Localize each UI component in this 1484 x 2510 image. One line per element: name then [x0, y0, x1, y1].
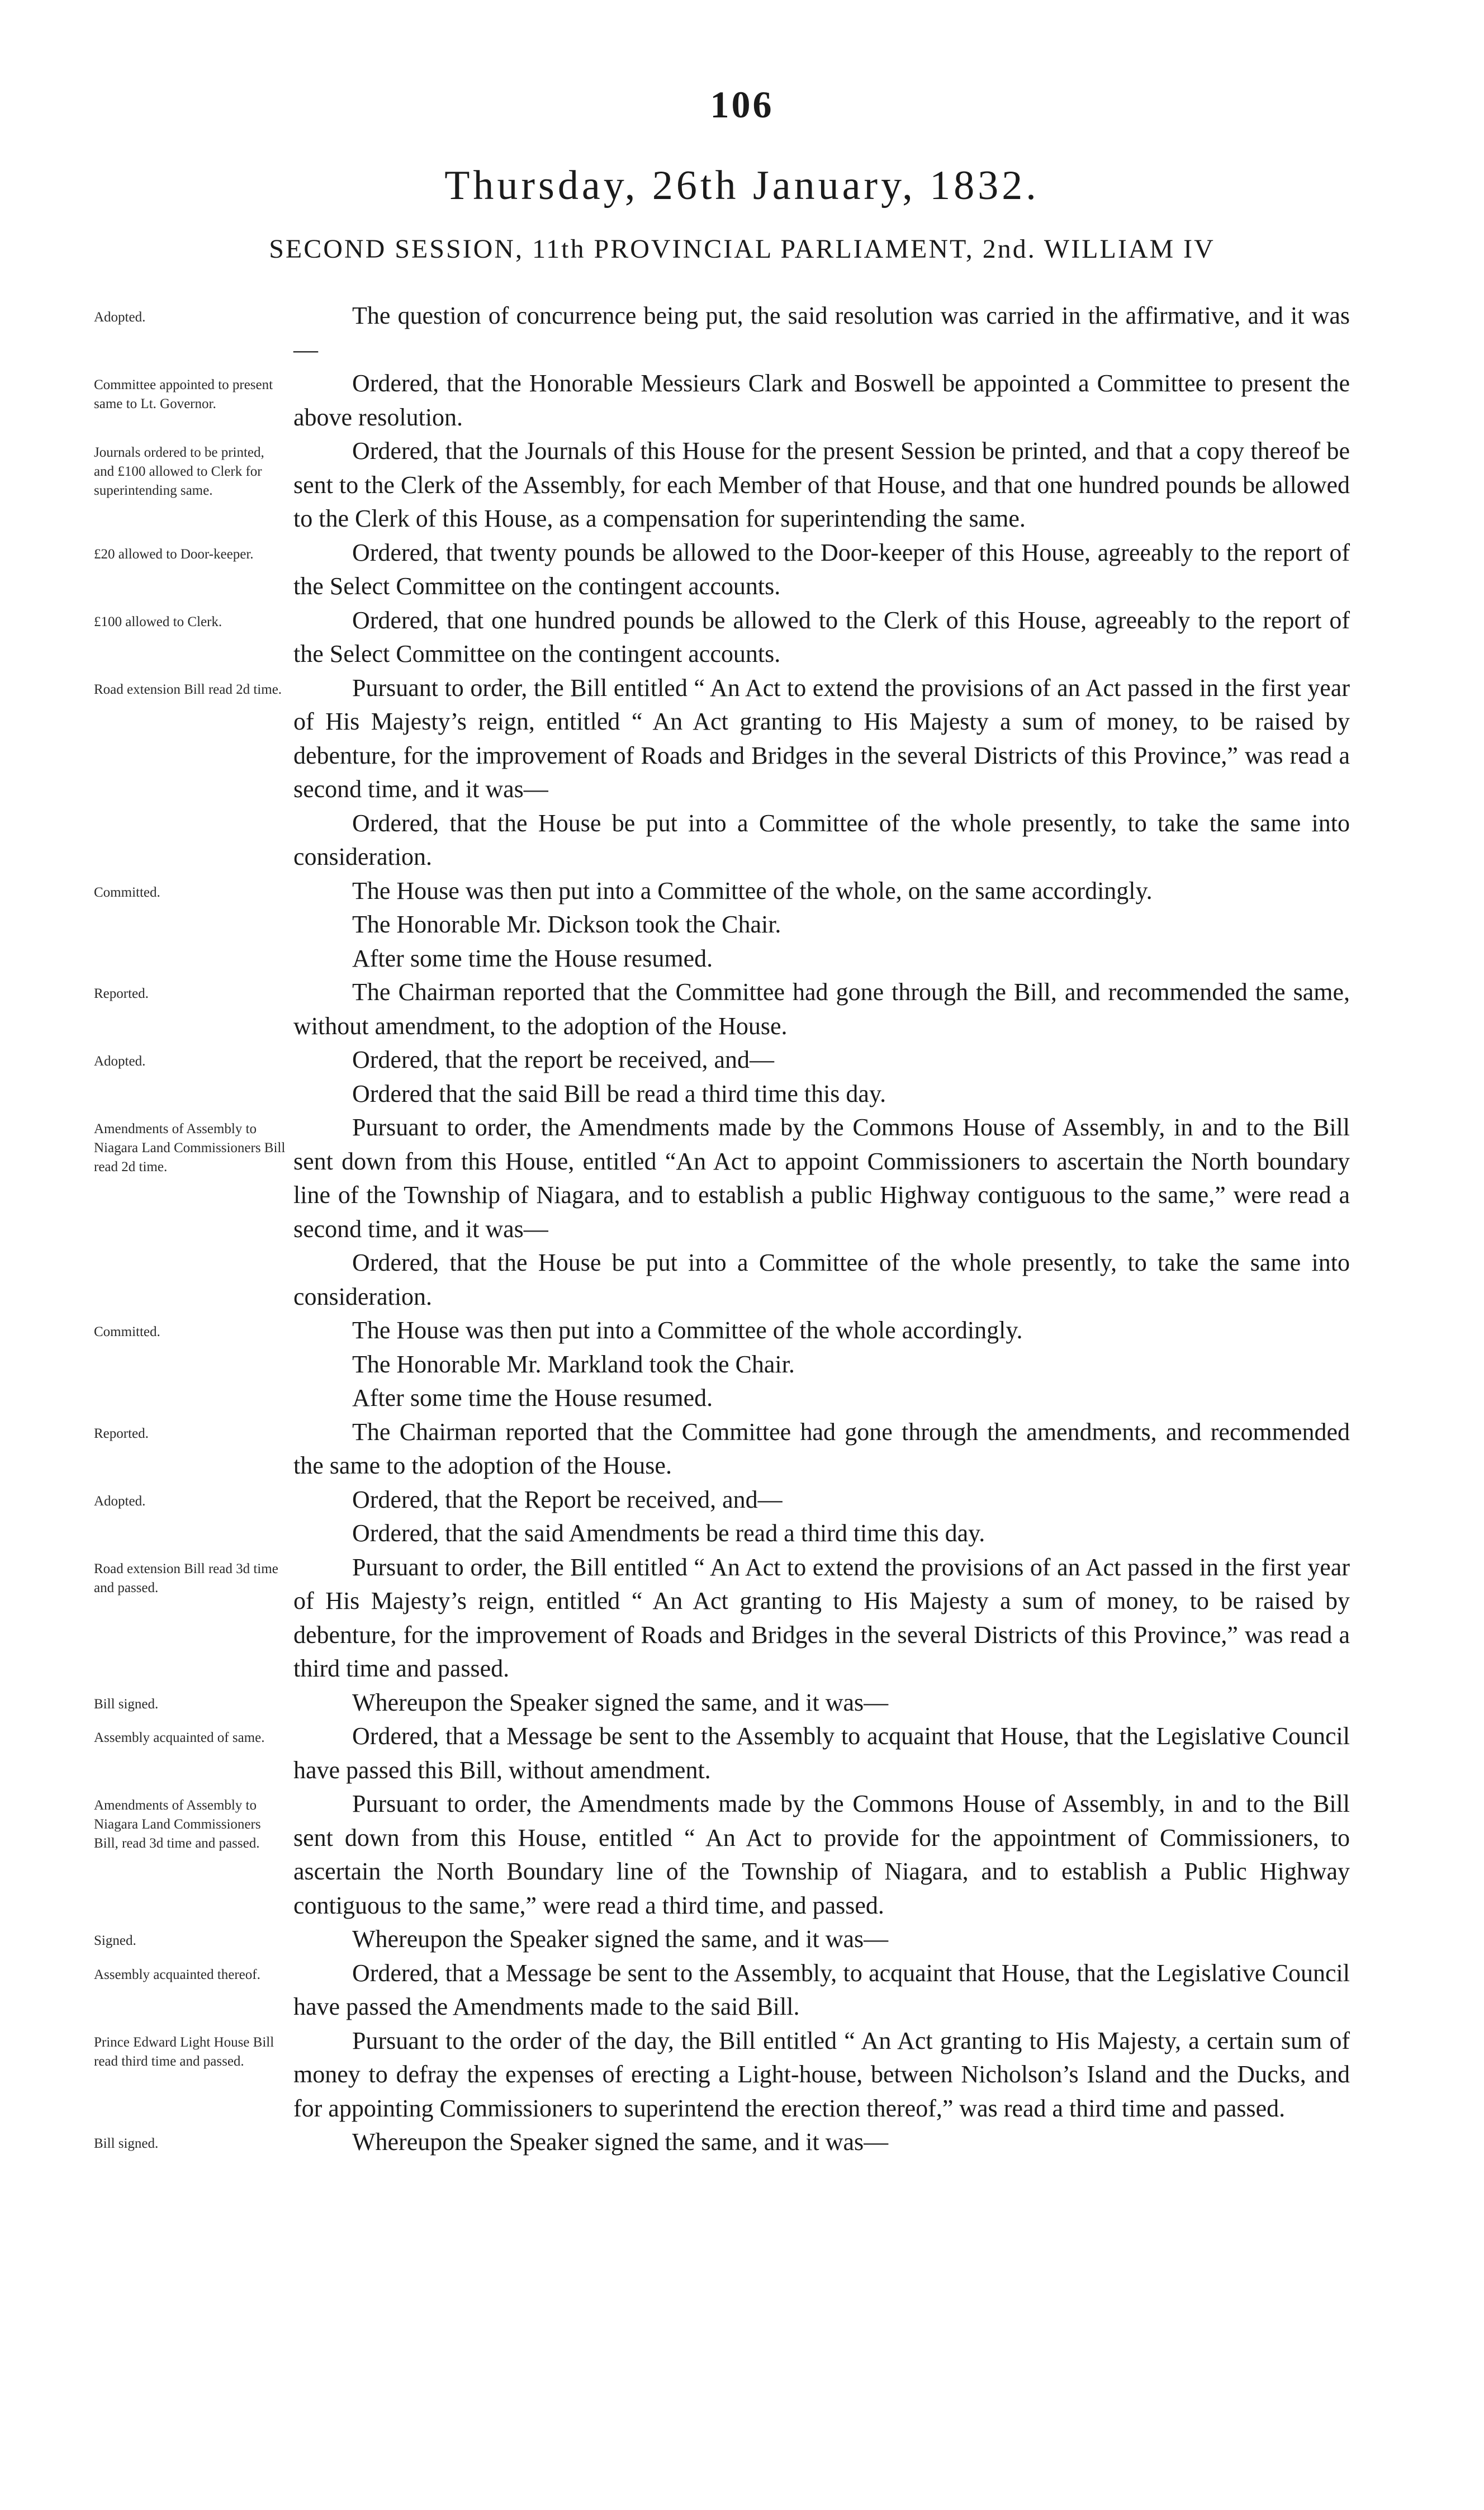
entry-text: Ordered, that twenty pounds be allowed to the Door-keeper of this House, agreeably to the report of the Select Committee on the contingent accounts.	[293, 538, 1350, 600]
entry	[0, 434, 1484, 536]
page-number: 106	[710, 83, 774, 126]
margin-note: Journals ordered to be printed, and £100 allowed to Clerk for superintending same.	[94, 445, 264, 498]
entry	[0, 1922, 1484, 1957]
margin-note: Reported.	[94, 1426, 149, 1441]
entry	[0, 942, 1484, 976]
entry	[0, 299, 1484, 367]
margin-note: Adopted.	[94, 1493, 146, 1509]
entry	[0, 536, 1484, 604]
entry	[0, 671, 1484, 807]
entry	[0, 1517, 1484, 1551]
entry-text: The Chairman reported that the Committee had gone through the Bill, and recommended the same, without amendment, to the adoption of the House.	[293, 978, 1350, 1040]
entry-text: Ordered, that one hundred pounds be allowed to the Clerk of this House, agreeably to the report of the Select Committee on the contingent accounts.	[293, 606, 1350, 667]
journal-entries	[0, 299, 1484, 2159]
margin-note: Bill signed.	[94, 1696, 159, 1712]
session-heading: SECOND SESSION, 11th PROVINCIAL PARLIAMENT, 2nd. WILLIAM IV	[269, 234, 1215, 264]
margin-note: £100 allowed to Clerk.	[94, 614, 222, 629]
entry-text: The Honorable Mr. Markland took the Chair.	[352, 1350, 795, 1378]
entry-text: Whereupon the Speaker signed the same, and it was—	[352, 1688, 889, 1716]
entry	[0, 874, 1484, 908]
entry-text: Whereupon the Speaker signed the same, and it was—	[352, 2128, 889, 2156]
entry-text: Ordered, that the House be put into a Committee of the whole presently, to take the same into consideration.	[293, 809, 1350, 870]
entry	[0, 1246, 1484, 1314]
entry	[0, 1381, 1484, 1415]
margin-note: Assembly acquainted of same.	[94, 1730, 265, 1745]
entry	[0, 1551, 1484, 1686]
entry	[0, 1720, 1484, 1787]
entry	[0, 1043, 1484, 1077]
entry	[0, 975, 1484, 1043]
entry-text: Pursuant to order, the Amendments made by the Commons House of Assembly, in and to the Bill sent down from this House, entitled “An Act to appoint Commissioners to ascertain the North boundary line of the Township of Niagara, and to establish a public Highway contiguous to the same,” were read a second time, and it was—	[293, 1114, 1350, 1243]
entry	[0, 1077, 1484, 1111]
entry	[0, 1957, 1484, 2024]
entry-text: The House was then put into a Committee of the whole, on the same accordingly.	[352, 877, 1153, 904]
entry-text: Ordered, that the report be received, and—	[352, 1046, 774, 1073]
date-heading: Thursday, 26th January, 1832.	[444, 163, 1040, 209]
entry	[0, 1348, 1484, 1382]
entry-text: Ordered, that the Honorable Messieurs Clark and Boswell be appointed a Committee to present the above resolution.	[293, 370, 1350, 431]
entry	[0, 1686, 1484, 1720]
margin-note: Committed.	[94, 884, 160, 900]
entry-text: Ordered that the said Bill be read a third time this day.	[352, 1079, 886, 1107]
entry-text: Whereupon the Speaker signed the same, and it was—	[352, 1925, 889, 1953]
margin-note: Committed.	[94, 1324, 160, 1339]
margin-note: Road extension Bill read 3d time and passed.	[94, 1561, 278, 1595]
entry	[0, 2024, 1484, 2126]
margin-note: Adopted.	[94, 310, 146, 325]
margin-note: Road extension Bill read 2d time.	[94, 681, 282, 697]
entry-text: After some time the House resumed.	[352, 944, 713, 972]
margin-note: Committee appointed to present same to Lt. Governor.	[94, 377, 273, 411]
entry	[0, 908, 1484, 942]
entry-text: Pursuant to order, the Amendments made by the Commons House of Assembly, in and to the Bill sent down from this House, entitled “ An Act to provide for the appointment of Commissioners, to ascertain the North Boundary line of the Township of Niagara, and to establish a Public Highway contiguous to the same,” were read a third time, and passed.	[293, 1790, 1350, 1919]
entry	[0, 1787, 1484, 1922]
entry	[0, 1111, 1484, 1246]
margin-note: Adopted.	[94, 1054, 146, 1069]
entry-text: The House was then put into a Committee of the whole accordingly.	[352, 1316, 1023, 1344]
entry	[0, 1483, 1484, 1517]
entry-text: Ordered, that the Report be received, and—	[352, 1485, 783, 1513]
entry-text: Ordered, that a Message be sent to the Assembly, to acquaint that House, that the Legislative Council have passed the Amendments made to the said Bill.	[293, 1959, 1350, 2020]
entry-text: After some time the House resumed.	[352, 1384, 713, 1412]
entry-text: Pursuant to the order of the day, the Bill entitled “ An Act granting to His Majesty, a certain sum of money to defray the expenses of erecting a Light-house, between Nicholson’s Island and the Ducks, and for appointing Commissioners to superintend the erection thereof,” was read a third time and passed.	[293, 2026, 1350, 2122]
margin-note: Assembly acquainted thereof.	[94, 1967, 260, 1982]
entry-text: Ordered, that the Journals of this House for the present Session be printed, and that a copy thereof be sent to the Clerk of the Assembly, for each Member of that House, and that one hundred pounds be allowed to the Clerk of this House, as a compensation for superintending the same.	[293, 437, 1350, 532]
entry	[0, 367, 1484, 434]
entry-text: Ordered, that the said Amendments be read a third time this day.	[352, 1519, 985, 1547]
margin-note: Amendments of Assembly to Niagara Land Commissioners Bill, read 3d time and passed.	[94, 1798, 261, 1851]
margin-note: Reported.	[94, 986, 149, 1001]
entry-text: Ordered, that a Message be sent to the Assembly to acquaint that House, that the Legislative Council have passed this Bill, without amendment.	[293, 1722, 1350, 1784]
entry-text: The Chairman reported that the Committee had gone through the amendments, and recommended the same to the adoption of the House.	[293, 1418, 1350, 1479]
margin-note: £20 allowed to Door-keeper.	[94, 546, 254, 562]
margin-note: Bill signed.	[94, 2136, 159, 2151]
entry-text: The Honorable Mr. Dickson took the Chair.	[352, 911, 781, 938]
margin-note: Prince Edward Light House Bill read third time and passed.	[94, 2034, 274, 2069]
entry	[0, 2125, 1484, 2159]
entry	[0, 604, 1484, 671]
entry	[0, 807, 1484, 874]
margin-note: Amendments of Assembly to Niagara Land Commissioners Bill read 2d time.	[94, 1121, 286, 1175]
entry-text: Pursuant to order, the Bill entitled “ An Act to extend the provisions of an Act passed in the first year of His Majesty’s reign, entitled “ An Act granting to His Majesty a sum of money, to be raised by debenture, for the improvement of Roads and Bridges in the several Districts of this Province,” was read a third time and passed.	[293, 1553, 1350, 1682]
entry-text: Ordered, that the House be put into a Committee of the whole presently, to take the same into consideration.	[293, 1249, 1350, 1310]
entry-text: Pursuant to order, the Bill entitled “ An Act to extend the provisions of an Act passed in the first year of His Majesty’s reign, entitled “ An Act granting to His Majesty a sum of money, to be raised by debenture, for the improvement of Roads and Bridges in the several Districts of this Province,” was read a second time, and it was—	[293, 674, 1350, 803]
entry-text: The question of concurrence being put, the said resolution was carried in the affirmative, and it was—	[293, 302, 1350, 363]
margin-note: Signed.	[94, 1933, 136, 1948]
entry	[0, 1415, 1484, 1483]
entry	[0, 1314, 1484, 1348]
